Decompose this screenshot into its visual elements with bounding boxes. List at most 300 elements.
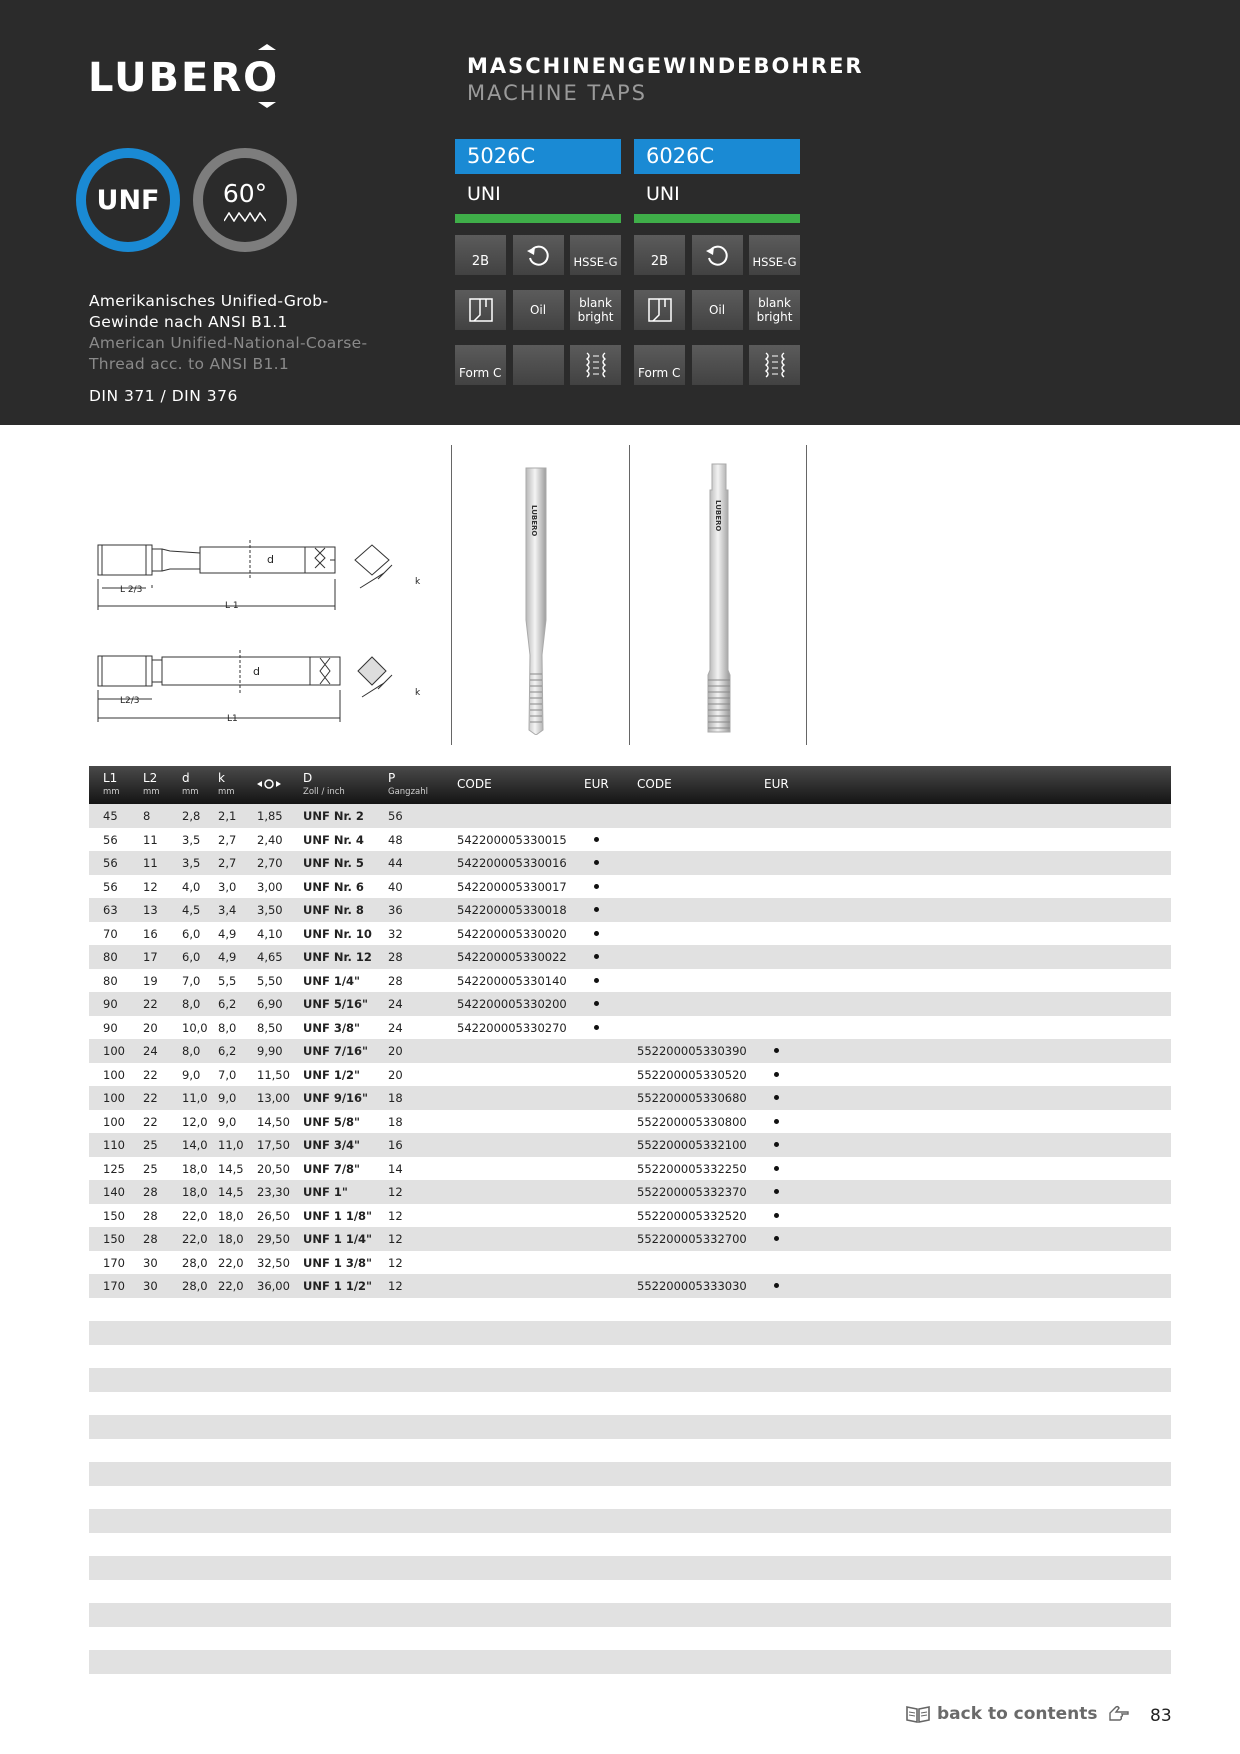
cell-k: 6,2 — [218, 997, 237, 1011]
col-k-label: k — [218, 771, 225, 785]
table-row — [89, 804, 1171, 828]
label-k: k — [415, 577, 421, 587]
form-icon — [455, 290, 506, 330]
empty-table-row — [89, 1580, 1171, 1604]
label-l1b: L1 — [227, 714, 238, 724]
cell-l2: 28 — [143, 1185, 158, 1199]
label-l23: L 2/3 — [120, 585, 143, 595]
cell-l2: 13 — [143, 903, 158, 917]
rotate-icon — [692, 235, 743, 275]
cell-code1: 542200005330017 — [457, 879, 567, 894]
cell-l2: 25 — [143, 1161, 158, 1176]
brand-logo: LUBERO — [88, 55, 280, 101]
cell-l1: 110 — [103, 1138, 125, 1152]
table-row — [89, 1251, 1171, 1275]
cell-d: UNF Nr. 5 — [303, 856, 364, 870]
availability-dot — [774, 1095, 779, 1100]
col-k — [218, 772, 235, 798]
cell-k: 9,0 — [218, 1114, 237, 1129]
technical-drawing — [90, 445, 450, 745]
col-d-label: d — [182, 771, 190, 785]
logo-mark-icon — [258, 44, 276, 108]
product-6026c — [634, 139, 800, 385]
cell-d: 11,0 — [182, 1091, 208, 1105]
cell-l2: 25 — [143, 1138, 158, 1152]
cell-l2: 28 — [143, 1208, 158, 1223]
cell-core: 26,50 — [257, 1208, 290, 1223]
product-sub: UNI — [467, 183, 501, 205]
cell-core: 11,50 — [257, 1067, 290, 1082]
cell-l2: 11 — [143, 856, 158, 870]
cell-k: 3,0 — [218, 879, 237, 894]
availability-dot — [774, 1072, 779, 1077]
cell-l2: 16 — [143, 926, 158, 941]
empty-table-row — [89, 1321, 1171, 1345]
cell-k: 18,0 — [218, 1232, 244, 1246]
cell-code2: 552200005332370 — [637, 1185, 747, 1199]
empty-table-row — [89, 1603, 1171, 1627]
col-code2: CODE — [637, 777, 672, 791]
table-header — [89, 766, 1171, 804]
empty-table-row — [89, 1627, 1171, 1651]
cell-p: 12 — [388, 1208, 403, 1223]
col-l2-unit: mm — [143, 787, 160, 797]
cell-core: 20,50 — [257, 1161, 290, 1176]
cell-d: UNF Nr. 12 — [303, 950, 372, 964]
cell-l1: 56 — [103, 832, 118, 847]
cell-d: 4,5 — [182, 903, 201, 917]
cell-l1: 125 — [103, 1161, 125, 1176]
table-row — [89, 969, 1171, 993]
cell-code2: 552200005332100 — [637, 1138, 747, 1152]
cell-p: 18 — [388, 1091, 403, 1105]
col-D-label: D — [303, 771, 313, 785]
table-row — [89, 1063, 1171, 1087]
cell-d: UNF 7/8" — [303, 1161, 361, 1176]
cell-l1: 170 — [103, 1255, 125, 1270]
title-de: MASCHINENGEWINDEBOHRER — [467, 54, 864, 78]
cell-k: 14,5 — [218, 1161, 244, 1176]
cell-code1: 542200005330015 — [457, 832, 567, 847]
empty-table-row — [89, 1556, 1171, 1580]
cell-core: 6,90 — [257, 997, 283, 1011]
cell-p: 16 — [388, 1138, 403, 1152]
availability-dot — [774, 1213, 779, 1218]
cell-k: 22,0 — [218, 1255, 244, 1270]
cell-d: 14,0 — [182, 1138, 208, 1152]
cell-k: 4,9 — [218, 926, 237, 941]
product-5026c — [455, 139, 621, 385]
cell-d: UNF Nr. 4 — [303, 832, 364, 847]
availability-dot — [774, 1236, 779, 1241]
table-row — [89, 1274, 1171, 1298]
cell-core: 13,00 — [257, 1091, 290, 1105]
description-de-line1: Amerikanisches Unified-Grob- — [89, 292, 329, 310]
empty-table-row — [89, 1509, 1171, 1533]
cell-d: 10,0 — [182, 1020, 208, 1035]
cell-code1: 542200005330140 — [457, 973, 567, 988]
cell-p: 12 — [388, 1232, 403, 1246]
availability-dot — [594, 954, 599, 959]
form-icon — [634, 290, 685, 330]
cell-d: 8,0 — [182, 997, 201, 1011]
table-row — [89, 1180, 1171, 1204]
cell-d: 3,5 — [182, 856, 201, 870]
angle-label: 60° — [222, 178, 268, 208]
icon-label: blank bright — [577, 296, 614, 324]
cell-core: 32,50 — [257, 1255, 290, 1270]
coolant-oil — [513, 290, 564, 330]
back-to-contents-link[interactable] — [905, 1704, 1130, 1724]
cell-k: 9,0 — [218, 1091, 237, 1105]
book-icon — [905, 1704, 931, 1724]
empty-table-row — [89, 1462, 1171, 1486]
material-hsse-g — [749, 235, 800, 275]
coolant-oil — [692, 290, 743, 330]
icon-label: 2B — [650, 254, 669, 269]
cell-p: 28 — [388, 973, 403, 988]
cell-core: 17,50 — [257, 1138, 290, 1152]
cell-code1: 542200005330270 — [457, 1020, 567, 1035]
cell-d: UNF Nr. 6 — [303, 879, 364, 894]
tap-photo-5026c — [520, 460, 552, 735]
cell-l1: 100 — [103, 1044, 125, 1058]
icon-label: HSSE-G — [573, 255, 618, 269]
cell-core: 4,10 — [257, 926, 283, 941]
availability-dot — [594, 860, 599, 865]
cell-p: 14 — [388, 1161, 403, 1176]
cell-d: UNF Nr. 8 — [303, 903, 364, 917]
tolerance-2b-icon — [634, 235, 685, 275]
cell-code2: 552200005330800 — [637, 1114, 747, 1129]
table-row — [89, 851, 1171, 875]
cell-p: 20 — [388, 1044, 403, 1058]
empty-table-row — [89, 1368, 1171, 1392]
empty-icon-slot — [513, 345, 564, 385]
table-body — [89, 804, 1171, 1674]
empty-table-row — [89, 1392, 1171, 1416]
cell-d: UNF 1 3/8" — [303, 1255, 373, 1270]
col-P-unit: Gangzahl — [388, 787, 428, 797]
col-l1-unit: mm — [103, 787, 120, 797]
cell-d: UNF Nr. 2 — [303, 809, 364, 823]
tolerance-2b-icon — [455, 235, 506, 275]
availability-dot — [774, 1142, 779, 1147]
cell-l2: 30 — [143, 1255, 158, 1270]
cell-core: 9,90 — [257, 1044, 283, 1058]
cell-l2: 8 — [143, 809, 151, 823]
col-core-drill — [257, 778, 281, 792]
cell-p: 40 — [388, 879, 403, 894]
cell-l1: 56 — [103, 856, 118, 870]
cell-p: 36 — [388, 903, 403, 917]
cell-l1: 70 — [103, 926, 118, 941]
cell-d: UNF 1 1/8" — [303, 1208, 373, 1223]
icon-label: Form C — [459, 366, 502, 380]
cell-core: 2,70 — [257, 856, 283, 870]
cell-l1: 140 — [103, 1185, 125, 1199]
cell-p: 48 — [388, 832, 403, 847]
cell-d: 22,0 — [182, 1232, 208, 1246]
cell-core: 5,50 — [257, 973, 283, 988]
divider — [806, 445, 807, 745]
empty-table-row — [89, 1650, 1171, 1674]
table-row — [89, 945, 1171, 969]
tap-brand-label: LUBERO — [530, 505, 538, 537]
table-row — [89, 1110, 1171, 1134]
label-l1: L 1 — [225, 601, 239, 611]
product-sub: UNI — [646, 183, 680, 205]
availability-dot — [774, 1189, 779, 1194]
cell-k: 14,5 — [218, 1185, 244, 1199]
rotate-icon — [513, 235, 564, 275]
cell-k: 22,0 — [218, 1279, 244, 1293]
cell-code1: 542200005330018 — [457, 903, 567, 917]
cell-l2: 30 — [143, 1279, 158, 1293]
cell-d: UNF 5/8" — [303, 1114, 361, 1129]
cell-code1: 542200005330022 — [457, 950, 567, 964]
empty-table-row — [89, 1415, 1171, 1439]
material-hsse-g — [570, 235, 621, 275]
cell-core: 4,65 — [257, 950, 283, 964]
cell-k: 11,0 — [218, 1138, 244, 1152]
cell-p: 32 — [388, 926, 403, 941]
col-P — [388, 772, 428, 798]
availability-dot — [594, 1025, 599, 1030]
cell-l1: 63 — [103, 903, 118, 917]
table-row — [89, 1157, 1171, 1181]
empty-icon-slot — [692, 345, 743, 385]
empty-table-row — [89, 1486, 1171, 1510]
cell-k: 7,0 — [218, 1067, 237, 1082]
cell-d: UNF 1/4" — [303, 973, 361, 988]
cell-l2: 12 — [143, 879, 158, 894]
cell-d: UNF Nr. 10 — [303, 926, 372, 941]
table-row — [89, 1086, 1171, 1110]
empty-table-row — [89, 1533, 1171, 1557]
cell-d: UNF 3/4" — [303, 1138, 361, 1152]
cell-core: 2,40 — [257, 832, 283, 847]
cell-code1: 542200005330020 — [457, 926, 567, 941]
col-D-unit: Zoll / inch — [303, 787, 345, 797]
product-color-bar — [634, 214, 800, 223]
cell-d: 2,8 — [182, 809, 201, 823]
cell-d: UNF 1 1/2" — [303, 1279, 373, 1293]
label-l23b: L2/3 — [120, 696, 140, 706]
col-l2 — [143, 772, 160, 798]
col-l1 — [103, 772, 120, 798]
cell-p: 12 — [388, 1279, 403, 1293]
cell-core: 8,50 — [257, 1020, 283, 1035]
cell-d: 22,0 — [182, 1208, 208, 1223]
cell-l1: 56 — [103, 879, 118, 894]
cell-k: 2,1 — [218, 809, 237, 823]
cell-code2: 552200005332700 — [637, 1232, 747, 1246]
cell-code1: 542200005330016 — [457, 856, 567, 870]
cell-d: 6,0 — [182, 950, 201, 964]
cell-d: 18,0 — [182, 1161, 208, 1176]
table-row — [89, 875, 1171, 899]
cell-l2: 24 — [143, 1044, 158, 1058]
cell-code1: 542200005330200 — [457, 997, 567, 1011]
icon-label: HSSE-G — [752, 255, 797, 269]
col-d-unit: mm — [182, 787, 199, 797]
cell-k: 3,4 — [218, 903, 237, 917]
cell-l2: 28 — [143, 1232, 158, 1246]
cell-k: 18,0 — [218, 1208, 244, 1223]
cell-l1: 80 — [103, 973, 118, 988]
icon-label: Form C — [638, 366, 681, 380]
cell-l2: 19 — [143, 973, 158, 988]
divider — [451, 445, 452, 745]
cell-d: 9,0 — [182, 1067, 201, 1082]
col-l2-label: L2 — [143, 771, 158, 785]
cell-l1: 45 — [103, 809, 118, 823]
description-en-line1: American Unified-National-Coarse- — [89, 334, 368, 352]
cell-l1: 100 — [103, 1114, 125, 1129]
title-en: MACHINE TAPS — [467, 81, 647, 105]
col-l1-label: L1 — [103, 771, 118, 785]
empty-table-row — [89, 1345, 1171, 1369]
empty-table-row — [89, 1298, 1171, 1322]
availability-dot — [594, 884, 599, 889]
cell-d: UNF 9/16" — [303, 1091, 369, 1105]
table-row — [89, 898, 1171, 922]
cell-d: 18,0 — [182, 1185, 208, 1199]
cell-k: 6,2 — [218, 1044, 237, 1058]
cell-k: 2,7 — [218, 856, 237, 870]
cell-l2: 22 — [143, 1091, 158, 1105]
cell-k: 5,5 — [218, 973, 237, 988]
cell-l2: 22 — [143, 997, 158, 1011]
cell-k: 2,7 — [218, 832, 237, 847]
table-row — [89, 922, 1171, 946]
product-icon-grid — [634, 235, 800, 385]
table-row — [89, 828, 1171, 852]
availability-dot — [774, 1119, 779, 1124]
cell-p: 20 — [388, 1067, 403, 1082]
label-d: d — [267, 553, 274, 566]
table-row — [89, 1227, 1171, 1251]
table-row — [89, 1039, 1171, 1063]
col-d — [182, 772, 199, 798]
label-d2: d — [253, 665, 260, 678]
cell-l2: 20 — [143, 1020, 158, 1035]
cell-d: 7,0 — [182, 973, 201, 988]
divider — [629, 445, 630, 745]
availability-dot — [594, 1001, 599, 1006]
empty-table-row — [89, 1439, 1171, 1463]
cell-core: 36,00 — [257, 1279, 290, 1293]
icon-label: 2B — [471, 254, 490, 269]
surface-blank-bright — [570, 290, 621, 330]
availability-dot — [774, 1283, 779, 1288]
cell-core: 29,50 — [257, 1232, 290, 1246]
thread-icon — [570, 345, 621, 385]
cell-l1: 150 — [103, 1232, 125, 1246]
cell-p: 56 — [388, 809, 403, 823]
cell-code2: 552200005332520 — [637, 1208, 747, 1223]
surface-blank-bright — [749, 290, 800, 330]
icon-label: Oil — [529, 303, 547, 317]
availability-dot — [594, 978, 599, 983]
cell-d: 4,0 — [182, 879, 201, 894]
cell-l2: 22 — [143, 1114, 158, 1129]
tap-brand-label: LUBERO — [714, 500, 722, 532]
product-table — [89, 766, 1171, 1674]
product-color-bar — [455, 214, 621, 223]
cell-d: 12,0 — [182, 1114, 208, 1129]
cell-l2: 17 — [143, 950, 158, 964]
cell-core: 23,30 — [257, 1185, 290, 1199]
thread-description — [89, 291, 367, 375]
page-number: 83 — [1150, 1706, 1172, 1726]
cell-d: 6,0 — [182, 926, 201, 941]
thread-type-label: UNF — [96, 184, 160, 216]
tap-photo-6026c — [703, 460, 735, 735]
thread-type-badge — [76, 148, 180, 252]
cell-d: UNF 1 1/4" — [303, 1232, 373, 1246]
cell-core: 3,00 — [257, 879, 283, 894]
availability-dot — [594, 931, 599, 936]
cell-core: 3,50 — [257, 903, 283, 917]
col-P-label: P — [388, 771, 396, 785]
back-to-contents-label: back to contents — [937, 1704, 1098, 1724]
cell-d: 28,0 — [182, 1255, 208, 1270]
thread-profile-icon — [224, 212, 266, 222]
table-row — [89, 1016, 1171, 1040]
cell-code2: 552200005330680 — [637, 1091, 747, 1105]
cell-p: 24 — [388, 1020, 403, 1035]
core-drill-icon — [257, 778, 281, 790]
din-standard: DIN 371 / DIN 376 — [89, 387, 238, 405]
form-c — [455, 345, 506, 385]
cell-code2: 552200005330390 — [637, 1044, 747, 1058]
cell-p: 18 — [388, 1114, 403, 1129]
cell-d: UNF 3/8" — [303, 1020, 361, 1035]
pointing-hand-icon — [1106, 1704, 1130, 1724]
cell-k: 4,9 — [218, 950, 237, 964]
table-row — [89, 992, 1171, 1016]
description-en-line2: Thread acc. to ANSI B1.1 — [89, 355, 290, 373]
product-code: 6026C — [634, 139, 800, 174]
cell-l1: 150 — [103, 1208, 125, 1223]
cell-p: 28 — [388, 950, 403, 964]
availability-dot — [594, 837, 599, 842]
availability-dot — [774, 1166, 779, 1171]
cell-l1: 100 — [103, 1067, 125, 1082]
cell-code2: 552200005333030 — [637, 1279, 747, 1293]
cell-core: 1,85 — [257, 809, 283, 823]
product-code: 5026C — [455, 139, 621, 174]
cell-code2: 552200005332250 — [637, 1161, 747, 1176]
cell-p: 12 — [388, 1255, 403, 1270]
angle-badge — [193, 148, 297, 252]
cell-code2: 552200005330520 — [637, 1067, 747, 1082]
cell-p: 12 — [388, 1185, 403, 1199]
cell-d: 3,5 — [182, 832, 201, 847]
cell-p: 24 — [388, 997, 403, 1011]
cell-d: UNF 5/16" — [303, 997, 369, 1011]
cell-l1: 170 — [103, 1279, 125, 1293]
cell-l1: 100 — [103, 1091, 125, 1105]
icon-label: blank bright — [756, 296, 793, 324]
cell-d: UNF 1/2" — [303, 1067, 361, 1082]
col-code1: CODE — [457, 777, 492, 791]
cell-d: UNF 7/16" — [303, 1044, 369, 1058]
availability-dot — [774, 1048, 779, 1053]
product-icon-grid — [455, 235, 621, 385]
